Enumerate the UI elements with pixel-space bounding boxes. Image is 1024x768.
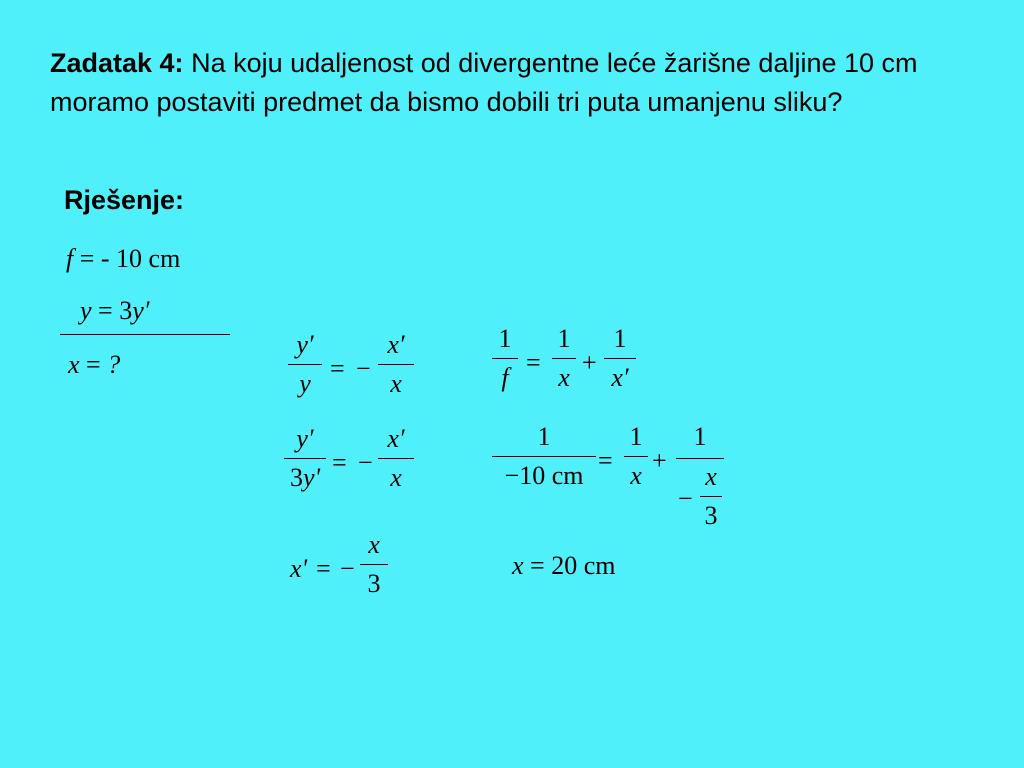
eq3-minus: − <box>340 554 355 583</box>
lens2-frac-x: 1 x <box>624 422 648 491</box>
lens1-plus: + <box>582 348 597 377</box>
lens2-frac-complex-bar <box>676 458 724 459</box>
result: x = 20 cm <box>512 551 616 580</box>
eq1-equals: = <box>330 354 345 383</box>
lens1-frac-x: 1 x <box>552 324 576 393</box>
given-y: y = 3y′ <box>80 296 150 325</box>
given-divider <box>60 334 230 335</box>
eq3-lhs: x' <box>290 554 308 583</box>
lens1-frac-xprime: 1 x′ <box>604 324 636 393</box>
eq1-lhs-fraction: y′ y <box>288 330 322 399</box>
solution-label: Rješenje: <box>64 185 185 215</box>
lens1-equals: = <box>526 348 541 377</box>
problem-statement <box>50 44 970 122</box>
lens2-equals: = <box>598 446 613 475</box>
problem-text: Na koju udaljenost od divergentne leće žarišne daljine 10 cm moramo postaviti predmet da bismo dobili tri puta umanjenu sliku? <box>50 48 918 117</box>
problem-label: Zadatak 4: <box>50 48 184 78</box>
eq3-fraction: x 3 <box>360 530 388 599</box>
eq1-minus: − <box>356 354 371 383</box>
lens1-frac-f: 1 f <box>492 324 518 393</box>
eq2-rhs-fraction: x′ x <box>378 424 414 493</box>
lens2-plus: + <box>652 446 667 475</box>
given-f: f = - 10 cm <box>66 244 181 273</box>
eq3-equals: = <box>316 554 331 583</box>
eq2-minus: − <box>358 448 373 477</box>
lens2-frac-complex-num: 1 <box>693 422 707 451</box>
eq2-equals: = <box>332 448 347 477</box>
eq1-rhs-fraction: x′ x <box>378 330 414 399</box>
lens2-inner-fraction: x 3 <box>700 462 722 531</box>
eq2-lhs-fraction: y′ 3y' <box>284 424 326 493</box>
given-x: x = ? <box>68 350 121 379</box>
lens2-inner-minus: − <box>678 484 693 513</box>
lens2-frac-f: 1 −10 cm <box>492 422 596 491</box>
